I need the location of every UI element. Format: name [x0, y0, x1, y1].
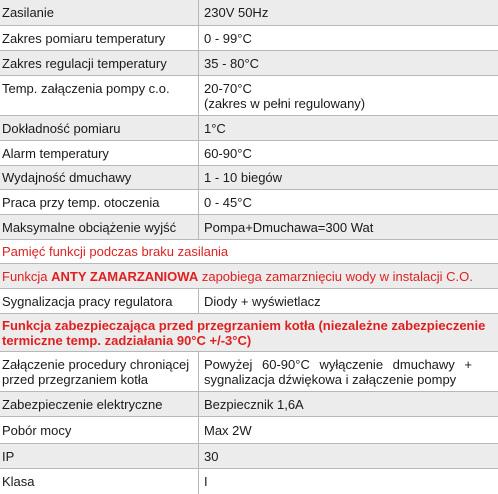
row-value: 30 [204, 448, 219, 464]
feature-note [2, 269, 498, 284]
table-row-zabezpieczenie-elektryczne [0, 391, 498, 416]
row-label: Zabezpieczenie elektryczne [0, 392, 199, 416]
row-value: I [204, 474, 208, 489]
table-row-pobor-mocy [0, 416, 498, 443]
row-value: 35 - 80°C [204, 55, 260, 71]
row-label: Zasilanie [0, 0, 199, 25]
row-label: Pobór mocy [0, 417, 199, 443]
table-row-temp-zalaczenia-pompy [0, 75, 498, 115]
feature-note-suffix: zapobiega zamarznięciu wody w instalacji C.O. [198, 268, 473, 284]
feature-note-line-2: termiczne temp. zadziałania 90°C +/-3°C) [2, 332, 252, 348]
row-value-line-2: sygnalizacja dźwiękowa i załączenie pompy [204, 371, 457, 387]
row-label: Zakres pomiaru temperatury [0, 26, 199, 50]
row-value: Pompa+Dmuchawa=300 Wat [204, 219, 374, 235]
table-row-zakres-pomiaru [0, 25, 498, 50]
row-value: 230V 50Hz [204, 5, 269, 20]
row-label: Klasa [0, 469, 199, 494]
table-row-zakres-regulacji [0, 50, 498, 75]
table-row-wydajnosc-dmuchawy [0, 165, 498, 189]
row-label-line-1: Załączenie procedury chroniącej [2, 356, 190, 372]
feature-note: Pamięć funkcji podczas braku zasilania [2, 244, 229, 259]
row-label: Maksymalne obciążenie wyjść [0, 215, 199, 239]
table-row-funkcja-zabezpieczajaca [0, 313, 498, 351]
table-row-anty-zamarzaniowa [0, 263, 498, 288]
row-label: Sygnalizacja pracy regulatora [0, 289, 199, 313]
row-label: Alarm temperatury [0, 141, 199, 165]
table-row-zasilanie [0, 0, 498, 25]
table-row-praca-przy-temp [0, 189, 498, 214]
row-value: 1 - 10 biegów [204, 170, 283, 185]
row-value: 1°C [204, 120, 226, 136]
row-value: Max 2W [204, 422, 252, 438]
table-row-pamiec-funkcji [0, 239, 498, 263]
row-label: IP [0, 444, 199, 468]
row-value-line-1: Powyżej 60-90°C wyłączenie dmuchawy + [204, 356, 473, 372]
feature-note-bold: ANTY ZAMARZANIOWA [51, 268, 199, 284]
row-label: Wydajność dmuchawy [0, 166, 199, 189]
row-value-line-1: 20-70°C [204, 80, 252, 96]
table-row-alarm [0, 140, 498, 165]
table-row-sygnalizacja [0, 288, 498, 313]
row-label: Dokładność pomiaru [0, 116, 199, 140]
table-row-maksymalne-obciazenie [0, 214, 498, 239]
row-value: 0 - 99°C [204, 30, 252, 46]
table-row-ip [0, 443, 498, 468]
row-value: 60-90°C [204, 145, 252, 161]
row-value: 0 - 45°C [204, 194, 252, 210]
row-value: Diody + wyświetlacz [204, 293, 321, 309]
row-label: Praca przy temp. otoczenia [0, 190, 199, 214]
row-label: Temp. załączenia pompy c.o. [2, 81, 170, 96]
row-label-line-2: przed przegrzaniem kotła [2, 371, 148, 387]
feature-note-line-1: Funkcja zabezpieczająca przed przegrzaniem kotła (niezależne zabezpieczenie [2, 317, 486, 333]
row-value: Bezpiecznik 1,6A [204, 396, 304, 412]
feature-note-prefix: Funkcja [2, 268, 52, 284]
row-label: Zakres regulacji temperatury [0, 51, 199, 75]
table-row-procedura-chroniaca [0, 351, 498, 391]
row-value-line-2: (zakres w pełni regulowany) [204, 95, 366, 111]
table-row-klasa [0, 468, 498, 494]
table-row-dokladnosc [0, 115, 498, 140]
